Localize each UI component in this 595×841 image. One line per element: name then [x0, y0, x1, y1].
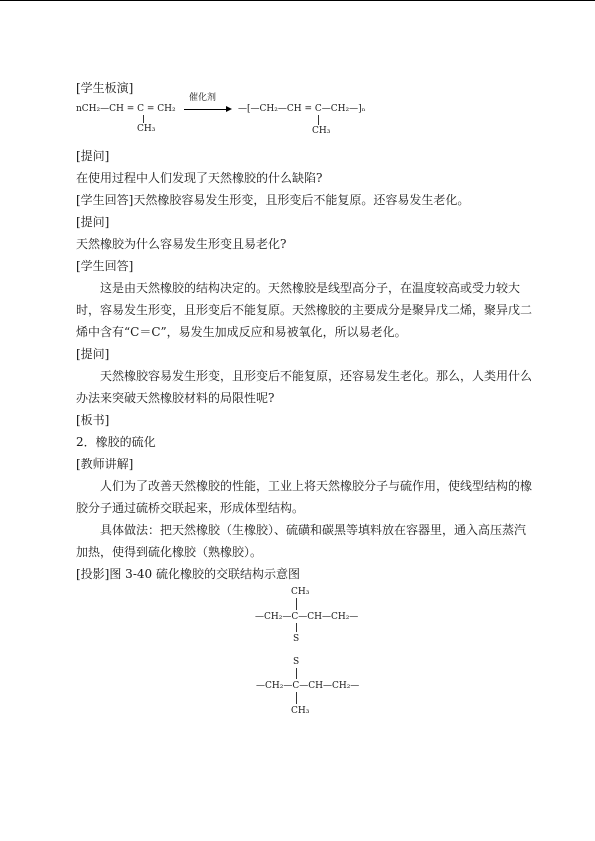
sulfur-atom-2: S	[293, 657, 300, 667]
crosslink-bottom-ch3: CH₃	[291, 706, 310, 716]
label-question-1: [提问]	[76, 149, 110, 163]
teacher-explanation-text: 人们为了改善天然橡胶的性能，工业上将天然橡胶分子与硫作用，使线型结构的橡胶分子通过硫桥交联起来，形成体型结构。	[76, 479, 533, 515]
top-ch3-bond	[296, 598, 297, 610]
label-blackboard: [板书]	[76, 413, 110, 427]
label-student-answer-2: [学生回答]	[76, 259, 134, 273]
equation-catalyst: 催化剂	[189, 93, 217, 103]
reactant-branch-bond	[143, 115, 144, 123]
crosslink-chain-2: —CH₂—C—CH—CH₂—	[256, 681, 360, 691]
student-answer-1: [学生回答]天然橡胶容易发生形变，且形变后不能复原。还容易发生老化。	[76, 193, 470, 207]
top-border-line	[0, 0, 595, 1]
sulfur-atom-1: S	[293, 634, 300, 644]
equation-reactant: nCH₂—CH = C = CH₂	[76, 104, 176, 114]
product-branch-bond	[318, 115, 319, 125]
student-answer-2-text: 这是由天然橡胶的结构决定的。天然橡胶是线型高分子，在温度较高或受力较大时，容易发生形变，且形变后不能复原。天然橡胶的主要成分是聚异戊二烯，聚异戊二烯中含有“C＝C”，易发生加成反应和易被氧化，所以易老化。	[76, 281, 533, 339]
label-teacher-explanation: [教师讲解]	[76, 457, 134, 471]
reaction-arrow-head	[226, 106, 232, 112]
section-heading-vulcanization: 2．橡胶的硫化	[76, 435, 156, 449]
label-question-2: [提问]	[76, 215, 110, 229]
label-student-demo: [学生板演]	[76, 81, 134, 95]
equation-product-ch3: CH₃	[312, 126, 331, 136]
sulfur-chain2-bond	[296, 668, 297, 679]
equation-product: —[—CH₂—CH = C—CH₂—]ₙ	[238, 104, 366, 114]
label-question-3: [提问]	[76, 347, 110, 361]
question-2-text: 天然橡胶为什么容易发生形变且易老化?	[76, 237, 287, 251]
equation-reactant-ch3: CH₃	[137, 124, 156, 134]
figure-caption: [投影]图 3-40 硫化橡胶的交联结构示意图	[76, 567, 300, 581]
reaction-arrow	[184, 109, 226, 110]
question-1-text: 在使用过程中人们发现了天然橡胶的什么缺陷?	[76, 171, 323, 185]
vulcanization-method-text: 具体做法：把天然橡胶（生橡胶）、硫磺和碳黑等填料放在容器里，通入高压蒸汽加热，使得到硫化橡胶（熟橡胶）。	[76, 523, 527, 559]
crosslink-top-ch3: CH₃	[291, 587, 310, 597]
bottom-ch3-bond	[296, 692, 297, 704]
question-3-text: 天然橡胶容易发生形变，且形变后不能复原，还容易发生老化。那么，人类用什么办法来突破天然橡胶材料的局限性呢?	[76, 369, 533, 405]
chain1-sulfur-bond	[296, 623, 297, 632]
crosslink-chain-1: —CH₂—C—CH—CH₂—	[255, 612, 359, 622]
